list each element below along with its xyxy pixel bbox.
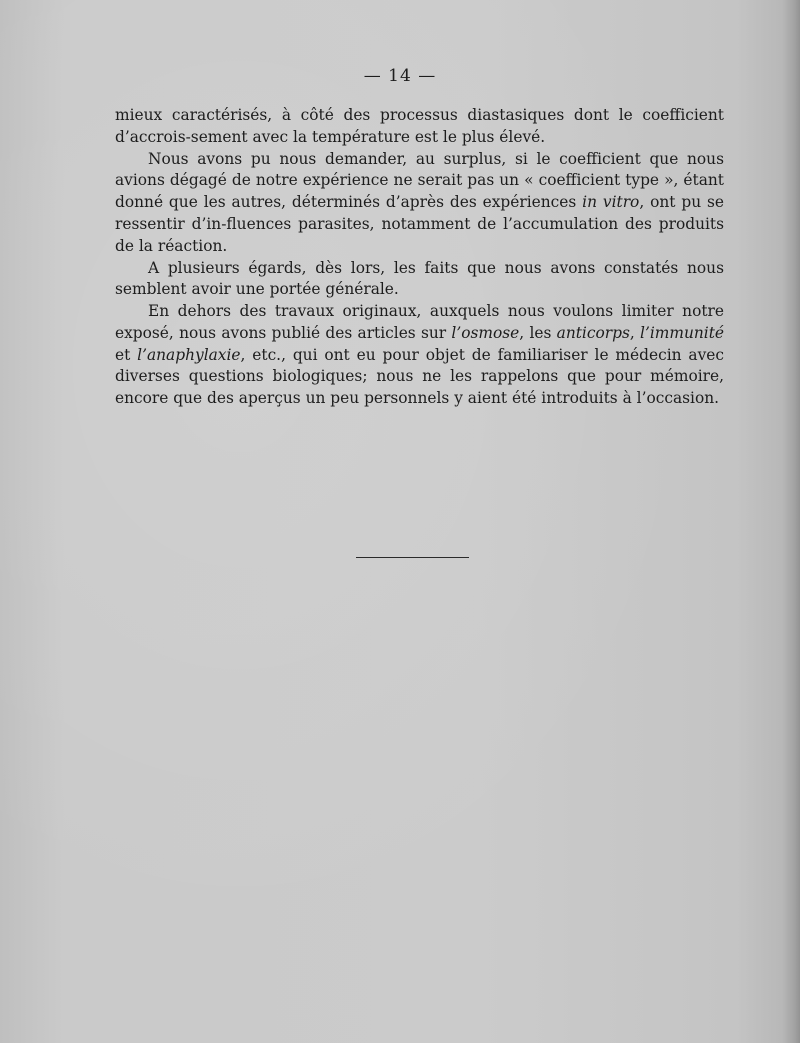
italic-term: l’osmose [451, 323, 520, 342]
text-run: , ont pu se ressentir d’in-fluences parasites, notamment de l’accumulation des produits de la réaction. [115, 193, 725, 255]
text-block-upper [115, 105, 724, 301]
page-number-header: — 14 — [363, 66, 437, 86]
paragraph-4 [115, 301, 724, 410]
text-run: et [115, 345, 138, 364]
italic-term: l’anaphylaxie [137, 345, 241, 364]
text-run: Nous avons pu nous demander, au surplus, si le coefficient que nous avions dégagé de notre expérience ne serait pas un « coefficient type », étant donné que les autres, déterminés d’après des expériences [115, 149, 724, 212]
text-run: En dehors des travaux originaux, auxquels nous voulons limiter notre exposé, nous avons publié des articles sur [115, 302, 724, 342]
text-block-lower [115, 301, 724, 410]
page-edge-shadow [782, 0, 800, 1043]
italic-term: anticorps [556, 323, 630, 342]
section-divider-rule [356, 557, 469, 558]
italic-term: l’immunité [640, 323, 724, 342]
text-run: mieux caractérisés, à côté des processus diastasiques dont le coefficient d’accrois-sement avec la température est le plus élevé. [115, 106, 724, 146]
text-run: A plusieurs égards, dès lors, les faits que nous avons constatés nous semblent avoir une portée générale. [115, 258, 724, 299]
text-run: , [629, 323, 641, 342]
text-run: , etc., qui ont eu pour objet de familiariser le médecin avec diverses questions biologiques; nous ne les rappelons que pour mémoire, encore que des aperçus un peu personnels y aient été introduits à l’occasion. [115, 345, 724, 408]
paragraph-2 [115, 149, 724, 258]
text-run: , les [519, 323, 557, 342]
italic-term: in vitro [582, 193, 640, 212]
paragraph-1 [115, 105, 724, 149]
paragraph-3 [115, 258, 724, 302]
